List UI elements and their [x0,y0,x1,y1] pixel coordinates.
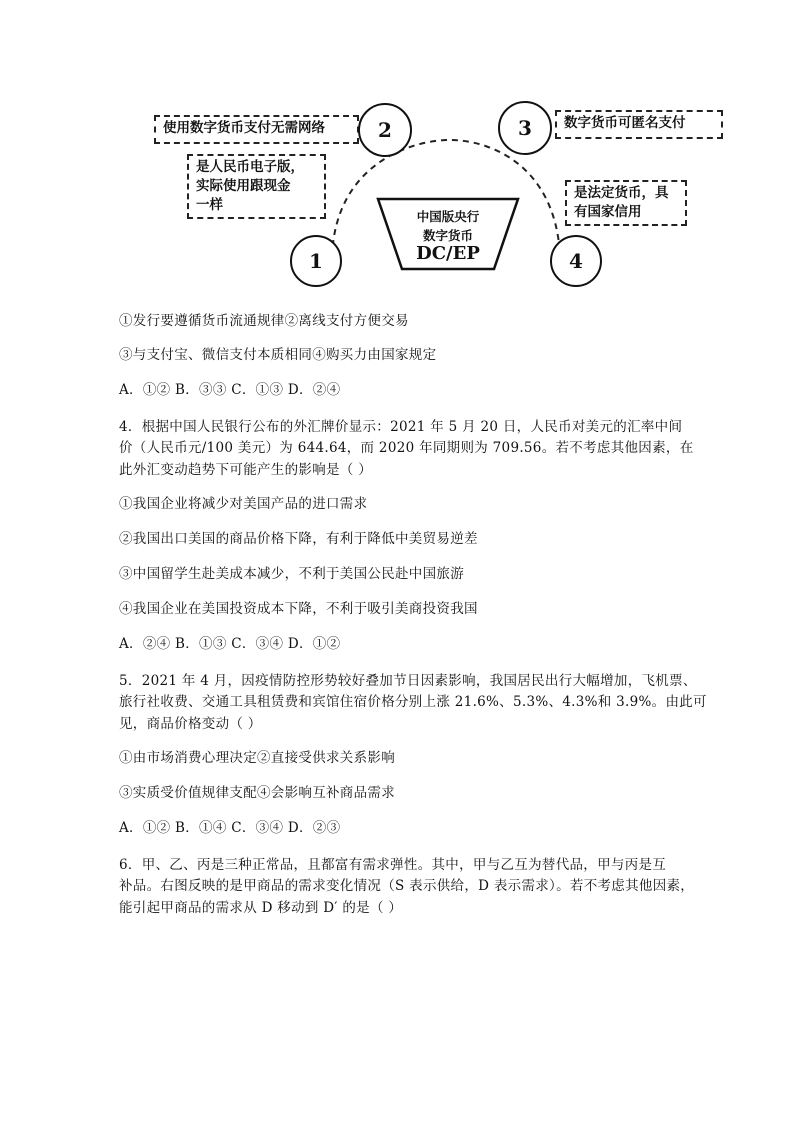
q5-options-line1: ①由市场消费心理决定②直接受供求关系影响 [119,750,395,766]
q5-stem-line2: 旅行社收费、交通工具租赁费和宾馆住宿价格分别上涨 21.6%、5.3%、4.3%和 3.9%。由此可 [119,694,707,710]
q4-stem-line1: 4．根据中国人民银行公布的外汇牌价显示：2021 年 5 月 20 日，人民币对美元的汇率中间 [119,419,683,435]
circle-2: 2 [358,103,412,157]
q4-option-3: ③中国留学生赴美成本减少，不利于美国公民赴中国旅游 [119,566,464,582]
q3-choices: A．①② B．③③ C．①③ D．②④ [119,382,341,398]
center-label-line3: DC/EP [416,243,480,264]
box-no-network: 使用数字货币支付无需网络 [154,115,359,144]
q4-option-1: ①我国企业将减少对美国产品的进口需求 [119,496,368,512]
q4-option-4: ④我国企业在美国投资成本下降，不利于吸引美商投资我国 [119,601,478,617]
q4-option-2: ②我国出口美国的商品价格下降，有利于降低中美贸易逆差 [119,531,478,547]
q4-stem-line2: 价（人民币元/100 美元）为 644.64，而 2020 年同期则为 709.56。若不考虑其他因素，在 [119,440,694,456]
center-label-line1: 中国版央行 [416,209,480,224]
q5-options-line2: ③实质受价值规律支配④会影响互补商品需求 [119,785,395,801]
box-legal-tender: 是法定货币，具 有国家信用 [565,180,687,226]
circle-3: 3 [498,101,552,155]
q3-options-line1: ①发行要遵循货币流通规律②离线支付方便交易 [119,313,409,329]
q5-choices: A．①② B．①④ C．③④ D．②③ [119,820,341,836]
q6-stem-line3: 能引起甲商品的需求从 D 移动到 D′ 的是（ ） [119,900,403,916]
box-anonymous-payment: 数字货币可匿名支付 [555,110,723,139]
q4-choices: A．②④ B．①③ C．③④ D．①② [119,636,341,652]
circle-4: 4 [550,235,602,287]
q5-stem-line3: 见，商品价格变动（ ） [119,716,262,732]
q5-stem-line1: 5．2021 年 4 月，因疫情防控形势较好叠加节日因素影响，我国居民出行大幅增加，飞机票、 [119,673,697,689]
circle-1: 1 [290,235,342,287]
center-label-line2: 数字货币 [422,228,473,243]
digital-currency-diagram [150,95,730,295]
q4-stem-line3: 此外汇变动趋势下可能产生的影响是（ ） [119,462,372,478]
q6-stem-line2: 补品。右图反映的是甲商品的需求变化情况（S 表示供给，D 表示需求）。若不考虑其他因素， [119,878,695,894]
q3-options-line2: ③与支付宝、微信支付本质相同④购买力由国家规定 [119,347,437,363]
q6-stem-line1: 6．甲、乙、丙是三种正常品，且都富有需求弹性。其中，甲与乙互为替代品，甲与丙是互 [119,857,667,873]
box-rmb-electronic: 是人民币电子版， 实际使用跟现金 一样 [187,154,326,219]
